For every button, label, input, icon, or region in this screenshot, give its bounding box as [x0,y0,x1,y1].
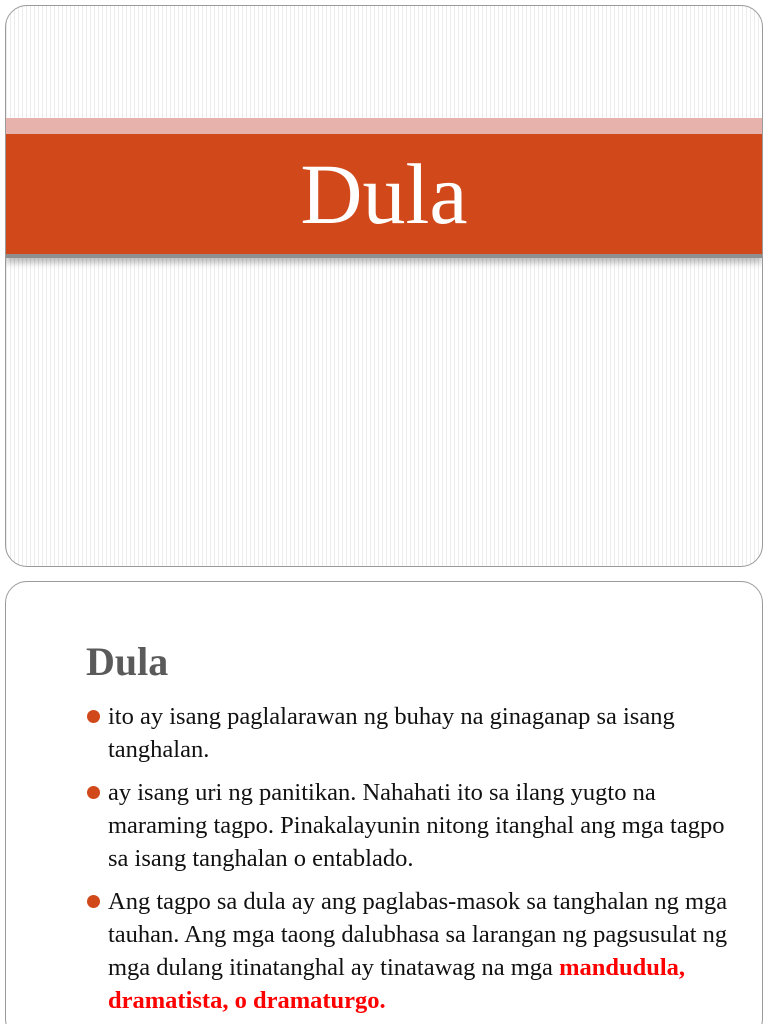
slide-title: Dula [300,146,468,242]
bullet-item [86,885,736,1017]
title-slide [5,5,763,567]
bullet-dot-icon [87,786,100,799]
content-slide [5,581,763,1024]
bullet-text: ay isang uri ng panitikan. Nahahati ito sa ilang yugto na maraming tagpo. Pinakalayunin nitong itanghal ang mga tagpo sa isang tanghalan o entablado. [108,779,725,872]
bullet-item [86,776,736,875]
bullet-list [86,700,736,1024]
bullet-dot-icon [87,895,100,908]
bullet-dot-icon [87,710,100,723]
bullet-text: Ang tagpo sa dula ay ang paglabas-masok sa tanghalan ng mga tauhan. Ang mga taong dalubhasa sa larangan ng pagsusulat ng mga dulang itinatanghal ay tinatawag na mga [108,888,728,981]
banner-accent-strip [6,118,762,134]
content-heading: Dula [86,639,169,684]
highlighted-terms: mandudula, dramatista, o dramaturgo. [108,954,686,1014]
title-banner [6,134,762,254]
bullet-item [86,700,736,766]
bullet-text: ito ay isang paglalarawan ng buhay na ginaganap sa isang tanghalan. [108,703,675,763]
